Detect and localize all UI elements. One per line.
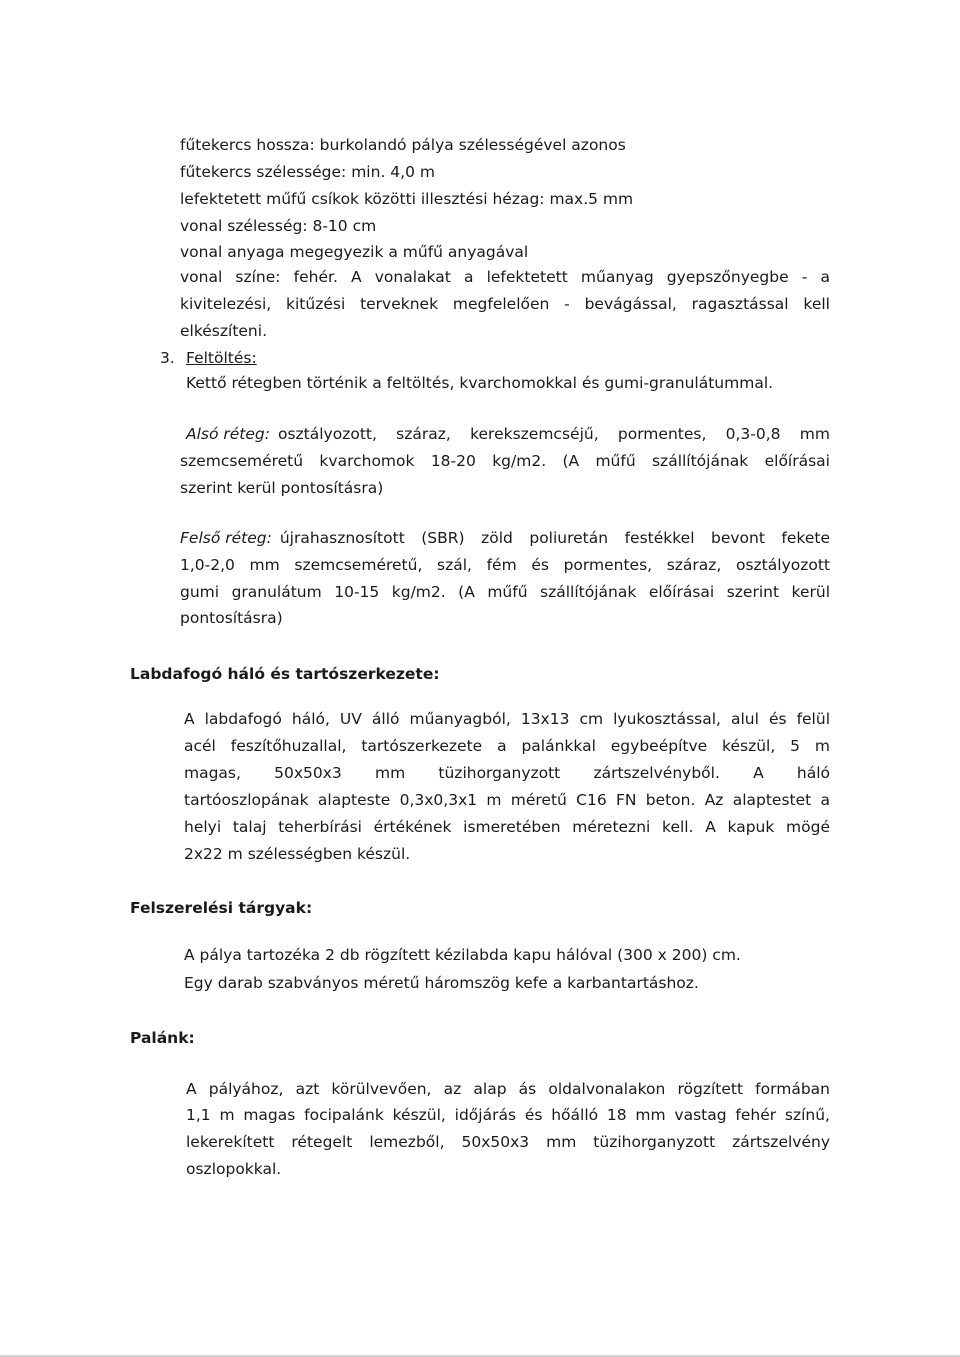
palank-text-1: A pályához, azt körülvevően, az alap ás oldalvonalakon rögzített formában [186, 1080, 830, 1098]
felso-reteg-row-1 [180, 528, 830, 548]
spec-line-line-material: vonal anyaga megegyezik a műfű anyagával [180, 243, 529, 261]
palank-text-3: lekerekített rétegelt lemezből, 50x50x3 mm tüzihorganyzott zártszelvény [186, 1133, 830, 1151]
labdafogo-text-5: helyi talaj teherbírási értékének ismeretében méretezni kell. A kapuk mögé [184, 818, 830, 836]
also-reteg-text-3: szerint kerül pontosításra) [180, 479, 384, 497]
spec-line-gap: lefektetett műfű csíkok közötti illesztési hézag: max.5 mm [180, 190, 634, 208]
felso-reteg-text-2: 1,0-2,0 mm szemcseméretű, szál, fém és pormentes, száraz, osztályozott [180, 556, 830, 574]
labdafogo-text-2: acél feszítőhuzallal, tartószerkezete a palánkkal egybeépítve készül, 5 m [184, 737, 830, 755]
feltoltes-intro: Kettő rétegben történik a feltöltés, kvarchomokkal és gumi-granulátummal. [186, 374, 774, 392]
heading-felszereles: Felszerelési tárgyak: [130, 899, 313, 917]
also-reteg-text-2: szemcseméretű kvarchomok 18-20 kg/m2. (A műfű szállítójának előírásai [180, 452, 830, 470]
felso-reteg-label: Felső réteg: [180, 529, 272, 547]
also-reteg-label: Alsó réteg: [186, 425, 270, 443]
section-title-feltoltes: Feltöltés: [186, 349, 257, 367]
spec-line-finish: elkészíteni. [180, 322, 267, 340]
also-reteg-row-1 [186, 424, 830, 444]
labdafogo-text-1: A labdafogó háló, UV álló műanyagból, 13x13 cm lyukosztással, alul és felül [184, 710, 830, 728]
palank-text-4: oszlopokkal. [186, 1160, 282, 1178]
spec-line-line-width: vonal szélesség: 8-10 cm [180, 217, 377, 235]
felso-reteg-text-3: gumi granulátum 10-15 kg/m2. (A műfű szállítójának előírásai szerint kerül [180, 583, 830, 601]
felszereles-text-2: Egy darab szabványos méretű háromszög kefe a karbantartáshoz. [184, 974, 699, 992]
also-reteg-text-1: osztályozott, száraz, kerekszemcséjű, pormentes, 0,3-0,8 mm [277, 425, 830, 443]
heading-labdafogo: Labdafogó háló és tartószerkezete: [130, 665, 440, 683]
labdafogo-text-3: magas, 50x50x3 mm tüzihorganyzott zártszelvényből. A háló [184, 764, 830, 782]
felso-reteg-text-4: pontosításra) [180, 609, 283, 627]
spec-line-width: fűtekercs szélessége: min. 4,0 m [180, 163, 435, 181]
heading-palank: Palánk: [130, 1029, 195, 1047]
felso-reteg-text-1: újrahasznosított (SBR) zöld poliuretán festékkel bevont fekete [279, 529, 830, 547]
section-number: 3. [160, 349, 175, 367]
spec-line-length: fűtekercs hossza: burkolandó pálya szélességével azonos [180, 136, 626, 154]
felszereles-text-1: A pálya tartozéka 2 db rögzített kézilabda kapu hálóval (300 x 200) cm. [184, 946, 741, 964]
labdafogo-text-4: tartóoszlopának alapteste 0,3x0,3x1 m méretű C16 FN beton. Az alaptestet a [184, 791, 830, 809]
labdafogo-text-6: 2x22 m szélességben készül. [184, 845, 411, 863]
palank-text-2: 1,1 m magas focipalánk készül, időjárás és hőálló 18 mm vastag fehér színű, [186, 1106, 830, 1124]
spec-line-line-color: vonal színe: fehér. A vonalakat a lefektetett műanyag gyepszőnyegbe - a [180, 268, 830, 286]
spec-line-cutting: kivitelezési, kitűzési terveknek megfelelően - bevágással, ragasztással kell [180, 295, 830, 313]
